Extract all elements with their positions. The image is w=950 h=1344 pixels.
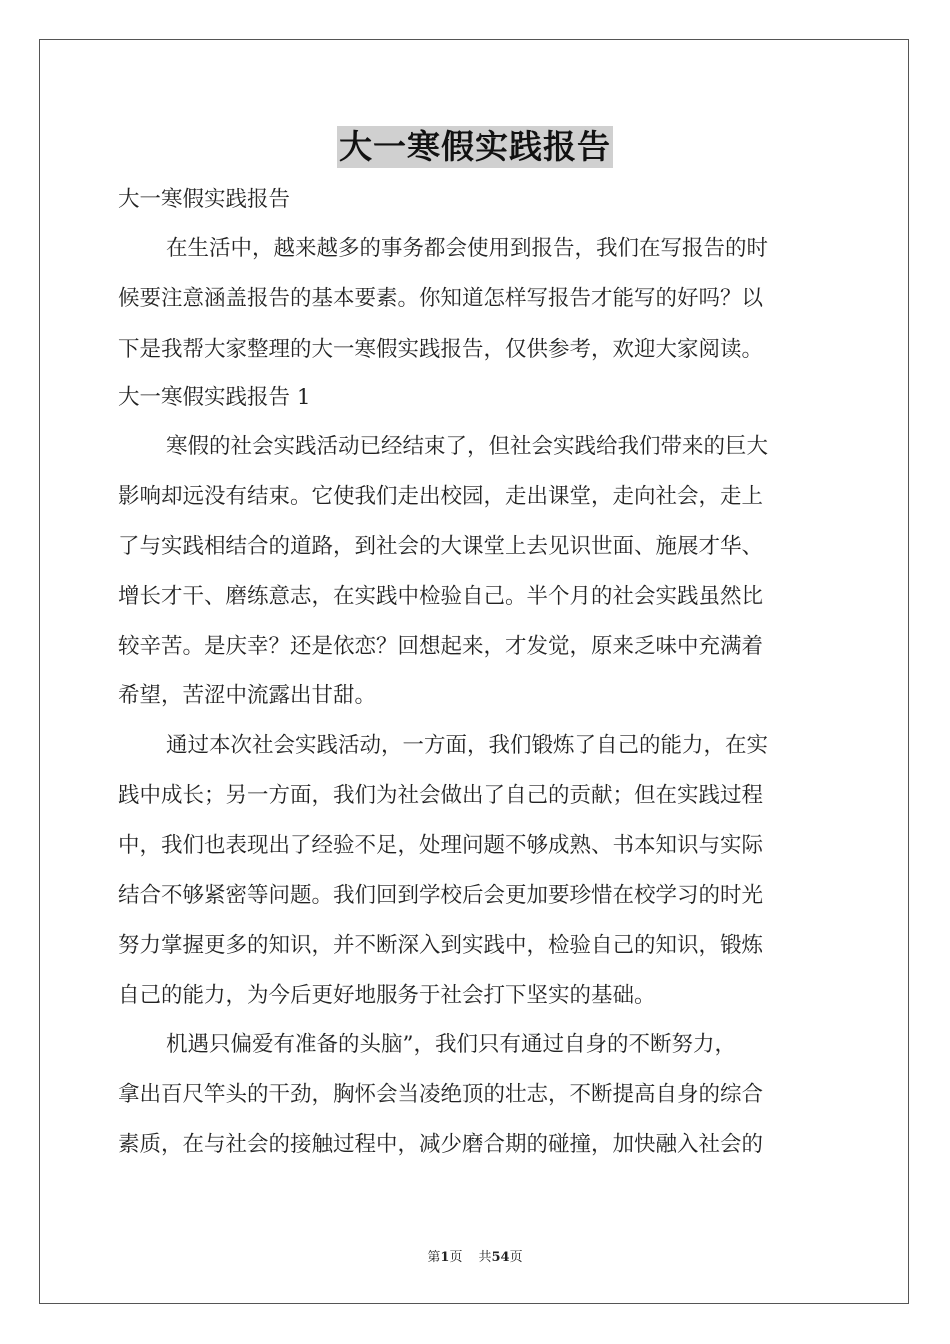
document-title: 大一寒假实践报告 bbox=[339, 127, 611, 166]
total-pages: 54 bbox=[491, 1250, 510, 1265]
document-subtitle: 大一寒假实践报告 bbox=[118, 187, 291, 212]
intro-line: 下是我帮大家整理的大一寒假实践报告，仅供参考，欢迎大家阅读。 bbox=[118, 337, 764, 362]
paragraph-line: 较辛苦。是庆幸？还是依恋？回想起来，才发觉，原来乏味中充满着 bbox=[118, 634, 764, 659]
paragraph-line: 中，我们也表现出了经验不足，处理问题不够成熟、书本知识与实际 bbox=[118, 833, 764, 858]
total-suffix: 页 bbox=[509, 1250, 523, 1265]
paragraph-line: 努力掌握更多的知识，并不断深入到实践中，检验自己的知识，锻炼 bbox=[118, 933, 764, 958]
paragraph-line: 拿出百尺竿头的干劲，胸怀会当凌绝顶的壮志，不断提高自身的综合 bbox=[118, 1082, 764, 1107]
paragraph-line: 希望，苦涩中流露出甘甜。 bbox=[118, 683, 377, 708]
title-wrap bbox=[0, 126, 950, 168]
paragraph-line: 增长才干、磨练意志，在实践中检验自己。半个月的社会实践虽然比 bbox=[118, 584, 764, 609]
paragraph-line: 结合不够紧密等问题。我们回到学校后会更加要珍惜在校学习的时光 bbox=[118, 883, 764, 908]
page-prefix: 第 bbox=[427, 1250, 441, 1265]
paragraph-line: 影响却远没有结束。它使我们走出校园，走出课堂，走向社会，走上 bbox=[118, 484, 764, 509]
paragraph-line: 通过本次社会实践活动，一方面，我们锻炼了自己的能力，在实 bbox=[166, 733, 769, 758]
intro-line: 候要注意涵盖报告的基本要素。你知道怎样写报告才能写的好吗？以 bbox=[118, 286, 764, 311]
page-number: 1 bbox=[440, 1250, 450, 1265]
paragraph-line: 了与实践相结合的道路，到社会的大课堂上去见识世面、施展才华、 bbox=[118, 534, 764, 559]
paragraph-line: 自己的能力，为今后更好地服务于社会打下坚实的基础。 bbox=[118, 983, 656, 1008]
paragraph-line: 素质，在与社会的接触过程中，减少磨合期的碰撞，加快融入社会的 bbox=[118, 1132, 764, 1157]
paragraph-line: 寒假的社会实践活动已经结束了，但社会实践给我们带来的巨大 bbox=[166, 434, 769, 459]
page-border bbox=[39, 39, 909, 1304]
paragraph-line: 机遇只偏爱有准备的头脑”，我们只有通过自身的不断努力， bbox=[166, 1032, 736, 1057]
page-footer bbox=[0, 1246, 950, 1265]
section-heading: 大一寒假实践报告 1 bbox=[118, 385, 311, 410]
page-suffix: 页 bbox=[449, 1250, 463, 1265]
total-prefix: 共 bbox=[478, 1250, 492, 1265]
paragraph-line: 践中成长；另一方面，我们为社会做出了自己的贡献；但在实践过程 bbox=[118, 783, 764, 808]
intro-line: 在生活中，越来越多的事务都会使用到报告，我们在写报告的时 bbox=[166, 236, 769, 261]
